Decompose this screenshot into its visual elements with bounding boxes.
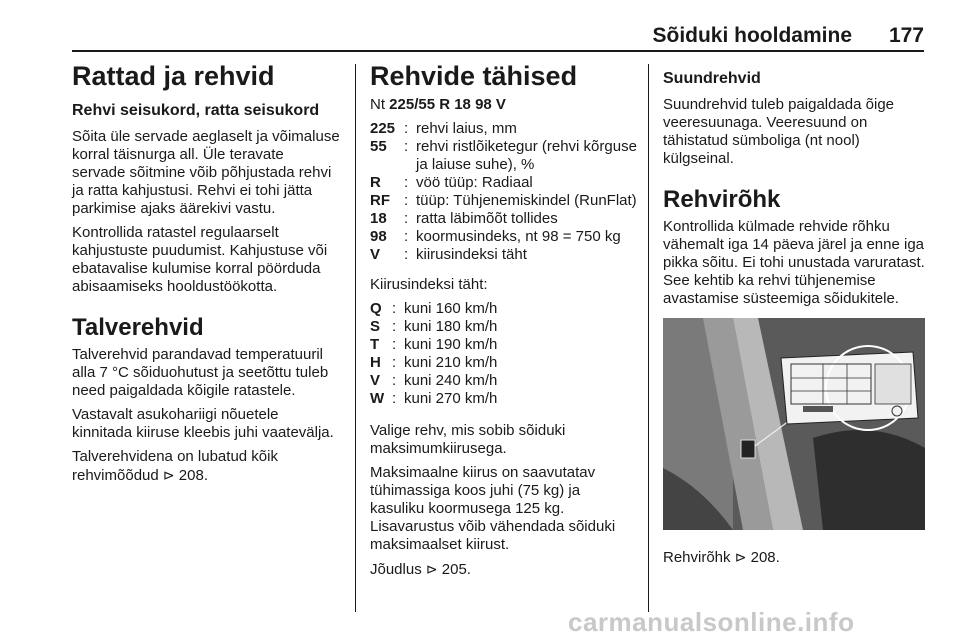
speed-index-list xyxy=(370,300,638,408)
definition-row xyxy=(370,228,638,246)
definition-row xyxy=(370,138,638,174)
example-prefix: Nt xyxy=(370,96,385,113)
definition-colon: : xyxy=(404,120,409,137)
tire-pressure-title: Rehvirõhk xyxy=(663,186,781,213)
tire-pressure-label-image xyxy=(663,318,925,530)
reference-arrow-icon: ⊳ xyxy=(425,561,438,577)
reference-arrow-icon: ⊳ xyxy=(162,467,175,483)
definition-value: tüüp: Tühjenemiskindel (RunFlat) xyxy=(416,192,637,209)
paragraph: Sõita üle servade aeglaselt ja võimaluse korral täisnurga all. Üle teravate servade sõitmine võib põhjustada rehvi ja ratta kahjustusi. Rehvi ei tohi jätta parkimise ajaks äärekivi vastu. xyxy=(72,128,340,217)
definition-value: kuni 190 km/h xyxy=(404,336,498,353)
page-number: 177 xyxy=(888,24,924,47)
definition-colon: : xyxy=(404,192,409,209)
definition-row xyxy=(370,336,638,354)
example-line xyxy=(370,96,638,114)
definition-value: kiirusindeksi täht xyxy=(416,246,527,263)
definition-colon: : xyxy=(404,174,409,191)
definition-colon: : xyxy=(404,138,409,155)
paragraph: Vastavalt asukohariigi nõuetele kinnitada kiiruse kleebis juhi vaatevälja. xyxy=(72,406,334,441)
example-code: 225/55 R 18 98 V xyxy=(389,96,506,113)
column-divider xyxy=(648,64,649,612)
section-subtitle: Rehvi seisukord, ratta seisukord xyxy=(72,102,320,119)
paragraph: Suundrehvid tuleb paigaldada õige veeresuunaga. Veeresuund on tähistatud sümboliga (nt nool) külgseinal. xyxy=(663,96,895,167)
winter-tires-title: Talverehvid xyxy=(72,314,204,341)
definition-key: T xyxy=(370,336,380,353)
section-title: Sõiduki hooldamine xyxy=(652,24,852,47)
paragraph: Valige rehv, mis sobib sõiduki maksimumkiirusega. xyxy=(370,422,566,457)
definition-key: S xyxy=(370,318,381,335)
page-header xyxy=(0,0,960,52)
definition-key: H xyxy=(370,354,381,371)
paragraph-text: Talverehvidena on lubatud kõik rehvimõõdud xyxy=(72,448,278,484)
caption-text: Rehvirõhk xyxy=(663,549,731,566)
paragraph xyxy=(72,448,340,485)
header-rule xyxy=(72,50,924,52)
tire-code-definitions xyxy=(370,120,638,264)
definition-key: V xyxy=(370,372,381,389)
definition-colon: : xyxy=(404,228,409,245)
definition-key: 55 xyxy=(370,138,387,155)
page-reference-link[interactable]: 208. xyxy=(750,549,780,566)
definition-row xyxy=(370,120,638,138)
definition-value: koormusindeks, nt 98 = 750 kg xyxy=(416,228,621,245)
page-reference-link[interactable]: 208. xyxy=(178,467,208,484)
definition-key: R xyxy=(370,174,381,191)
paragraph: Kontrollida külmade rehvide rõhku vähemalt iga 14 päeva järel ja enne iga pikka sõitu. Ei tohi unustada varuratast. See kehtib ka rehvi tühjenemise avastamise süsteemiga sõidukitele. xyxy=(663,218,925,307)
definition-row xyxy=(370,354,638,372)
definition-colon: : xyxy=(404,246,409,263)
definition-colon: : xyxy=(404,210,409,227)
definition-colon: : xyxy=(392,354,397,371)
definition-row xyxy=(370,192,638,210)
definition-key: V xyxy=(370,246,381,263)
definition-colon: : xyxy=(392,372,397,389)
column-2 xyxy=(370,60,638,585)
definition-value: kuni 180 km/h xyxy=(404,318,498,335)
definition-value: vöö tüüp: Radiaal xyxy=(416,174,533,191)
definition-row xyxy=(370,210,638,228)
page-reference-link[interactable]: 205. xyxy=(441,561,471,578)
definition-row xyxy=(370,174,638,192)
definition-colon: : xyxy=(392,300,397,317)
reference-arrow-icon: ⊳ xyxy=(734,549,747,565)
column-1 xyxy=(72,60,340,491)
definition-value: kuni 270 km/h xyxy=(404,390,498,407)
speed-index-intro: Kiirusindeksi täht: xyxy=(370,276,488,293)
definition-colon: : xyxy=(392,390,397,407)
definition-value: kuni 240 km/h xyxy=(404,372,498,389)
column-divider xyxy=(355,64,356,612)
definition-row xyxy=(370,390,638,408)
definition-row xyxy=(370,246,638,264)
definition-colon: : xyxy=(392,318,397,335)
definition-row xyxy=(370,372,638,390)
paragraph: Maksimaalne kiirus on saavutatav tühimassiga koos juhi (75 kg) ja kasuliku koormusega 125 kg. Lisavarustus võib vähendada sõiduki maksimaalset kiirust. xyxy=(370,464,616,553)
definition-value: kuni 160 km/h xyxy=(404,300,498,317)
chapter-title: Rattad ja rehvid xyxy=(72,61,275,91)
definition-key: W xyxy=(370,390,385,407)
definition-value: rehvi ristlõiketegur (rehvi kõrguse ja laiuse suhe), % xyxy=(416,138,637,173)
definition-row xyxy=(370,300,638,318)
tire-markings-title: Rehvide tähised xyxy=(370,61,578,91)
definition-key: 225 xyxy=(370,120,396,137)
column-3 xyxy=(663,60,925,573)
definition-key: 98 xyxy=(370,228,387,245)
definition-key: RF xyxy=(370,192,390,209)
definition-value: ratta läbimõõt tollides xyxy=(416,210,558,227)
definition-value: kuni 210 km/h xyxy=(404,354,498,371)
image-caption xyxy=(663,548,925,567)
paragraph-text: Jõudlus xyxy=(370,561,422,578)
definition-value: rehvi laius, mm xyxy=(416,120,517,137)
definition-key: 18 xyxy=(370,210,387,227)
definition-key: Q xyxy=(370,300,382,317)
watermark: carmanualsonline.info xyxy=(568,607,855,637)
paragraph xyxy=(370,560,638,579)
directional-tires-title: Suundrehvid xyxy=(663,70,761,87)
definition-colon: : xyxy=(392,336,397,353)
paragraph: Kontrollida ratastel regulaarselt kahjustuste puudumist. Kahjustuse või ebatavalise kulumise korral pöörduda abisaamiseks hooldustöökotta. xyxy=(72,224,328,295)
definition-row xyxy=(370,318,638,336)
paragraph: Talverehvid parandavad temperatuuril alla 7 °C sõiduohutust ja seetõttu tuleb need paigaldada kõigile ratastele. xyxy=(72,346,329,399)
